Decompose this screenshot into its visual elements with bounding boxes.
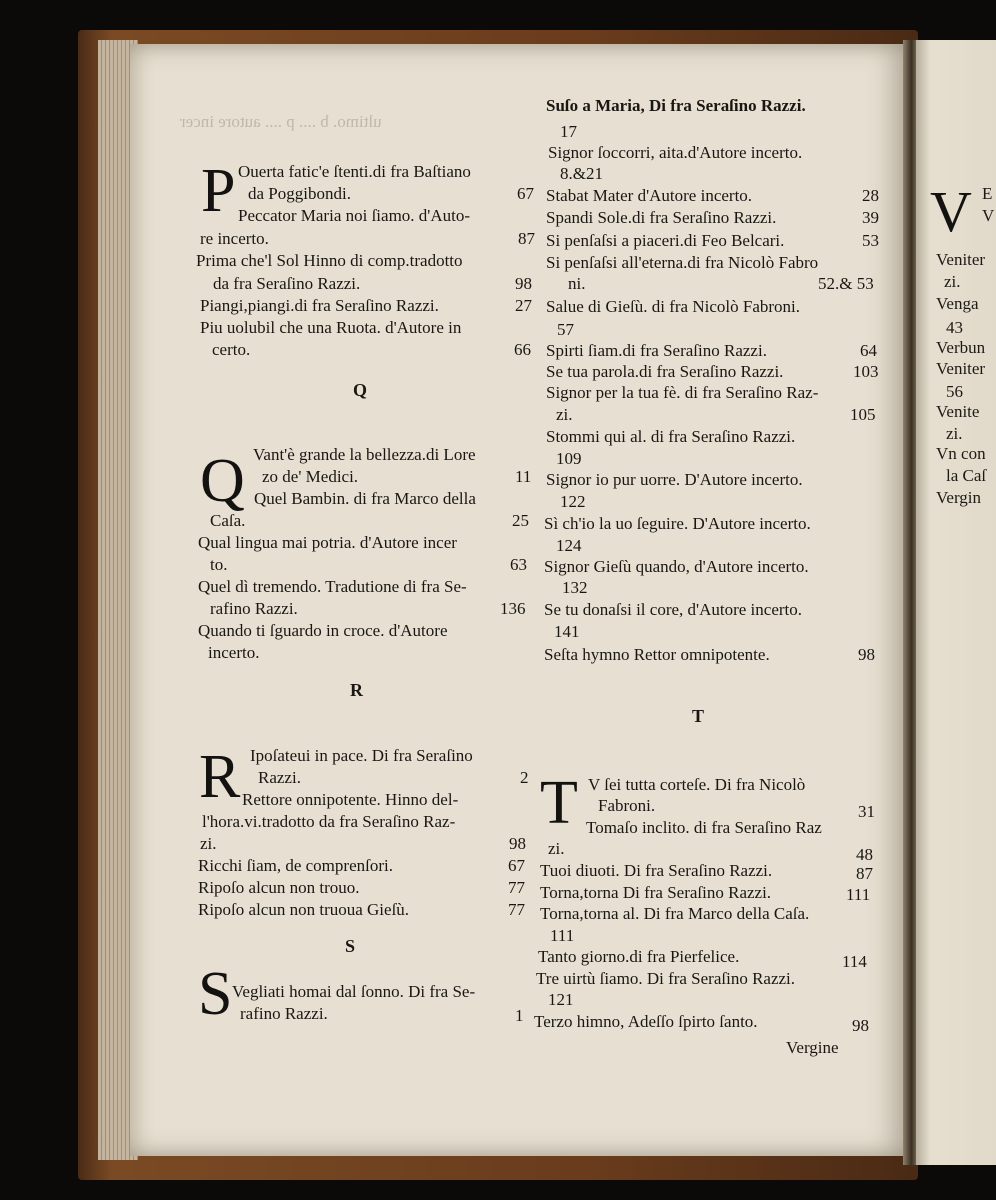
page-number: 103: [853, 362, 879, 381]
index-entry: da Poggibondi.: [248, 184, 351, 203]
page-number: 64: [860, 341, 877, 360]
index-entry: zo de' Medici.: [262, 467, 359, 486]
index-entry: Prima che'l Sol Hinno di comp.tradotto: [196, 251, 463, 270]
page-number: 77: [508, 878, 525, 897]
index-entry: zi.: [548, 839, 565, 858]
index-entry: Tuoi diuoti. Di fra Seraſino Razzi.: [540, 861, 773, 880]
page-number: 27: [515, 296, 532, 315]
index-entry: Razzi.: [258, 768, 301, 787]
page-number: 98: [515, 274, 532, 293]
page-number: 11: [515, 467, 532, 486]
index-entry: incerto.: [208, 643, 260, 662]
page-number: 105: [850, 405, 876, 424]
index-entry: Signor per la tua fè. di fra Seraſino Raz-: [546, 383, 819, 402]
facing-page-fragment: zi.: [944, 272, 961, 291]
index-entry: Torna,torna Di fra Seraſino Razzi.: [540, 883, 772, 902]
facing-page-fragment: la Caſ: [946, 466, 987, 485]
page-number: 48: [856, 845, 873, 864]
dropcap-s: S: [198, 960, 233, 1028]
facing-page-dropcap: V: [930, 179, 972, 244]
index-entry: zi.: [200, 834, 217, 853]
dropcap-p: P: [201, 157, 236, 225]
index-entry: Se tu donaſsi il core, d'Autore incerto.: [544, 600, 802, 619]
index-entry: Signor ſoccorri, aita.d'Autore incerto.: [548, 143, 803, 162]
index-entry: Spandi Sole.di fra Seraſino Razzi.: [546, 208, 777, 227]
index-entry: Vegliati homai dal ſonno. Di fra Se-: [232, 982, 476, 1001]
index-entry: Ipoſateui in pace. Di fra Seraſino: [250, 746, 473, 765]
facing-page-fragment: Verbun: [936, 338, 986, 357]
facing-page-fragment: Venite: [936, 402, 980, 421]
index-entry: 8.&21: [560, 164, 603, 183]
index-entry: 121: [548, 990, 574, 1009]
facing-page-fragment: Veniter: [936, 359, 986, 378]
dropcap-q: Q: [200, 447, 245, 515]
index-entry: Ripoſo alcun non truoua Gieſù.: [198, 900, 410, 919]
dropcap-t: T: [540, 769, 578, 837]
facing-page-fragment: Venga: [936, 294, 979, 313]
page-number: 136: [500, 599, 526, 618]
page-number: 63: [510, 555, 527, 574]
index-entry: Sì ch'io la uo ſeguire. D'Autore incerto.: [544, 514, 811, 533]
section-header-r: R: [350, 680, 363, 700]
index-entry: Tanto giorno.di fra Pierfelice.: [538, 947, 740, 966]
page-number: 52.& 53: [818, 274, 874, 293]
index-entry: Signor io pur uorre. D'Autore incerto.: [546, 470, 803, 489]
page-number: 87: [856, 864, 873, 883]
page-number: 67: [508, 856, 525, 875]
gutter: [903, 40, 917, 1165]
facing-page-fragment: Veniter: [936, 250, 986, 269]
dropcap-r: R: [199, 743, 241, 811]
index-entry: l'hora.vi.tradotto da fra Seraſino Raz-: [202, 812, 456, 831]
page-number: 2: [520, 768, 529, 787]
index-entry: Quando ti ſguardo in croce. d'Autore: [198, 621, 448, 640]
index-entry: to.: [210, 555, 228, 574]
page-number: 77: [508, 900, 525, 919]
index-entry: V ſei tutta corteſe. Di fra Nicolò: [588, 775, 806, 794]
index-entry: Vant'è grande la bellezza.di Lore: [253, 445, 476, 464]
page-number: 67: [517, 184, 534, 203]
index-entry: da fra Seraſino Razzi.: [213, 274, 361, 293]
page-number: 31: [858, 802, 875, 821]
index-entry: certo.: [212, 340, 251, 359]
page-number: 1: [515, 1006, 524, 1025]
index-entry: 124: [556, 536, 582, 555]
section-header-q: Q: [353, 380, 368, 400]
index-entry: rafino Razzi.: [240, 1004, 328, 1023]
index-entry: Si penſaſsi all'eterna.di fra Nicolò Fabro: [546, 253, 819, 272]
index-entry: 132: [562, 578, 588, 597]
facing-page-fragment: E: [982, 184, 993, 203]
index-entry: Fabroni.: [598, 796, 656, 815]
index-entry: Rettore onnipotente. Hinno del-: [242, 790, 459, 809]
index-entry: Stabat Mater d'Autore incerto.: [546, 186, 753, 205]
facing-page-fragment: 56: [946, 382, 963, 401]
facing-page-fragment: Vergin: [936, 488, 982, 507]
section-header-s: S: [345, 936, 356, 956]
page-number: 25: [512, 511, 529, 530]
index-entry: Quel Bambin. di fra Marco della: [254, 489, 476, 508]
index-entry: 57: [557, 320, 574, 339]
index-entry: Torna,torna al. Di fra Marco della Caſa.: [540, 904, 810, 923]
index-entry: Spirti ſiam.di fra Seraſino Razzi.: [546, 341, 767, 360]
index-entry: 111: [550, 926, 575, 945]
index-entry: Ricchi ſiam, de comprenſori.: [198, 856, 393, 875]
index-entry: Si penſaſsi a piaceri.di Feo Belcari.: [546, 231, 785, 250]
index-entry: zi.: [556, 405, 573, 424]
index-entry: Tre uirtù ſiamo. Di fra Seraſino Razzi.: [536, 969, 796, 988]
index-entry: Terzo himno, Adeſſo ſpirto ſanto.: [534, 1012, 758, 1031]
page-number: 98: [858, 645, 875, 664]
page-number: 98: [852, 1016, 869, 1035]
page-number: 111: [846, 885, 871, 904]
page-number: 66: [514, 340, 531, 359]
facing-page-fragment: 43: [946, 318, 963, 337]
index-entry: 141: [554, 622, 580, 641]
facing-page-fragment: zi.: [946, 424, 963, 443]
page-number: 53: [862, 231, 879, 250]
index-entry: Quel dì tremendo. Tradutione di fra Se-: [198, 577, 467, 596]
index-entry: ni.: [568, 274, 586, 293]
catchword: Vergine: [786, 1038, 839, 1057]
page-number: 87: [518, 229, 535, 248]
page-number: 39: [862, 208, 879, 227]
index-entry: Peccator Maria noi ſiamo. d'Auto-: [238, 206, 471, 225]
index-entry: Caſa.: [210, 511, 246, 530]
index-entry: Piangi,piangi.di fra Seraſino Razzi.: [200, 296, 439, 315]
section-header-t: T: [692, 706, 705, 726]
page-number: 98: [509, 834, 526, 853]
index-entry: 122: [560, 492, 586, 511]
index-entry: 109: [556, 449, 582, 468]
index-entry: Stommi qui al. di fra Seraſino Razzi.: [546, 427, 796, 446]
index-entry: Seſta hymno Rettor omnipotente.: [544, 645, 770, 664]
facing-page-fragment: Vn con: [936, 444, 986, 463]
index-entry: Qual lingua mai potria. d'Autore incer: [198, 533, 457, 552]
index-entry: Suſo a Maria, Di fra Seraſino Razzi.: [546, 96, 806, 115]
page-number: 114: [842, 952, 867, 971]
index-entry: Ripoſo alcun non trouo.: [198, 878, 360, 897]
index-entry: rafino Razzi.: [210, 599, 298, 618]
page-number: 28: [862, 186, 879, 205]
index-entry: re incerto.: [200, 229, 269, 248]
index-entry: Se tua parola.di fra Seraſino Razzi.: [546, 362, 784, 381]
index-entry: Piu uolubil che una Ruota. d'Autore in: [200, 318, 462, 337]
facing-page-fragment: V: [982, 206, 995, 225]
index-entry: Ouerta fatic'e ſtenti.di fra Baſtiano: [238, 162, 471, 181]
index-entry: Tomaſo inclito. di fra Seraſino Raz: [586, 818, 822, 837]
bleed-through-text: ultimo. b .... p .... autore incer: [180, 112, 382, 131]
index-entry: Salue di Gieſù. di fra Nicolò Fabroni.: [546, 297, 801, 316]
index-entry: Signor Gieſù quando, d'Autore incerto.: [544, 557, 809, 576]
index-entry: 17: [560, 122, 577, 141]
